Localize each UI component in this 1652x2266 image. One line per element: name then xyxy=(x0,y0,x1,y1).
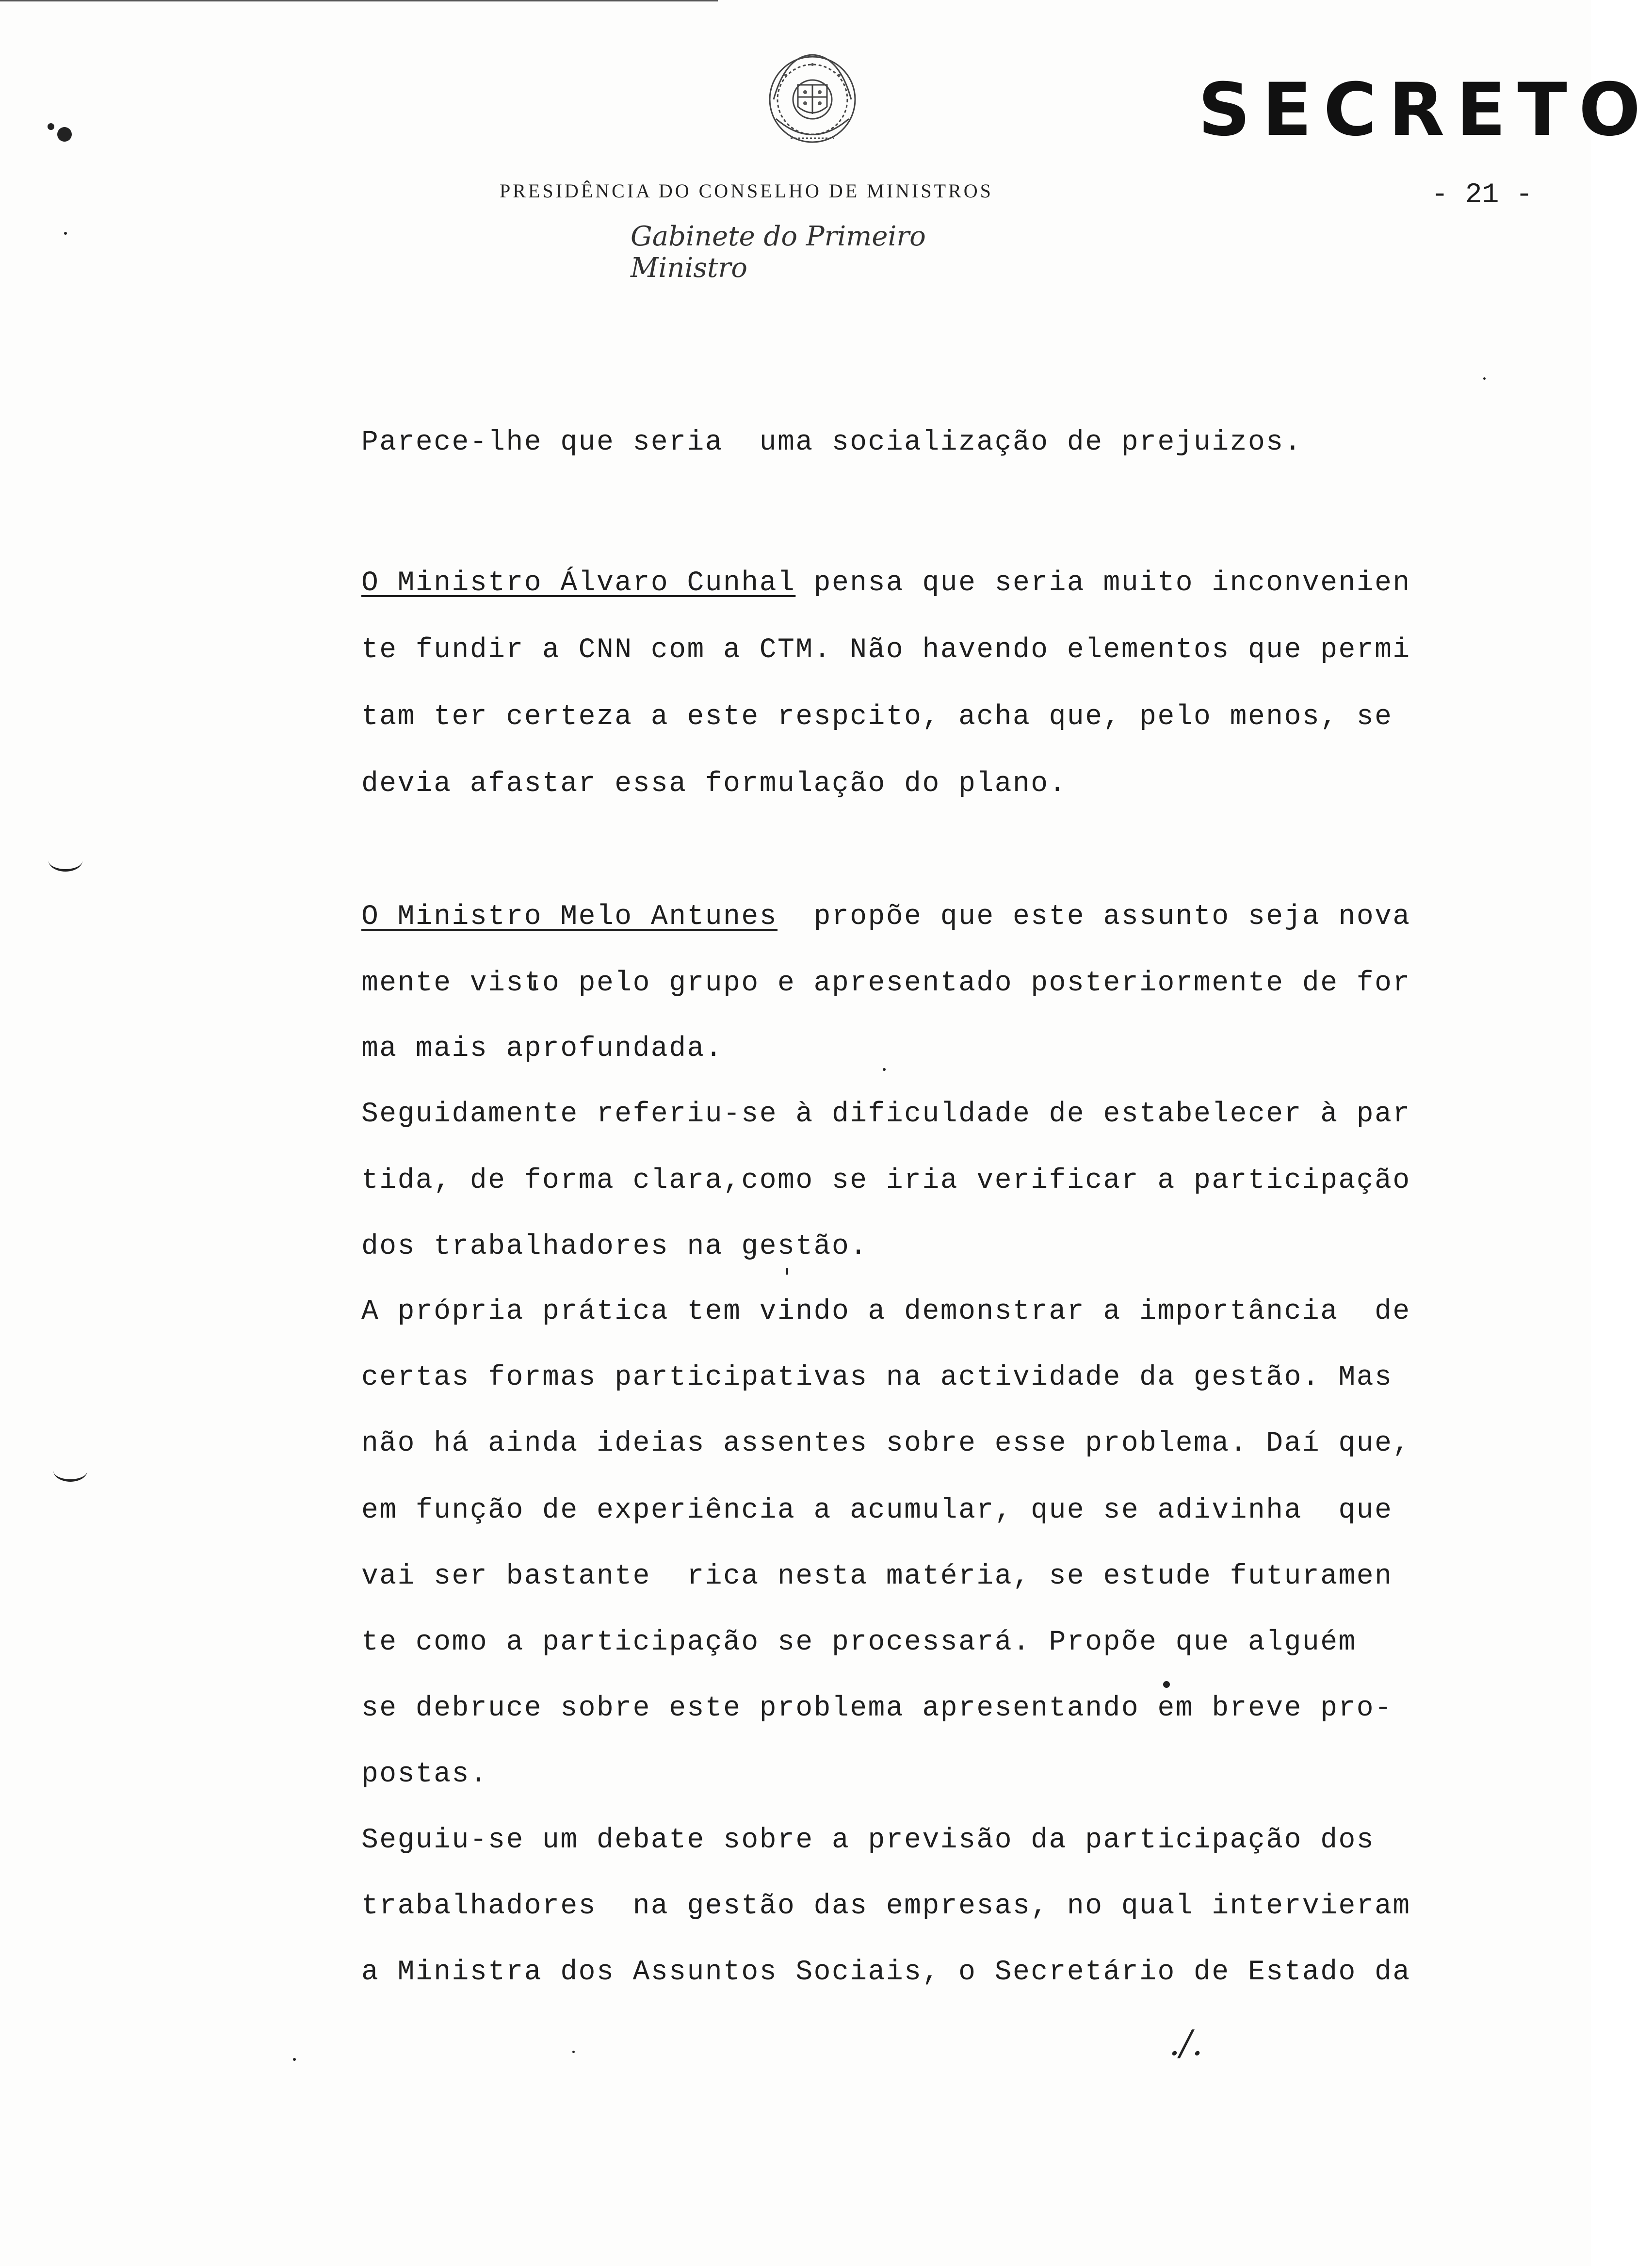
body-line xyxy=(361,427,1302,458)
speaker-name: O Ministro Melo Antunes xyxy=(361,901,778,933)
body-line xyxy=(361,1033,723,1065)
line-text: A própria prática tem vindo a demonstrar a importância de xyxy=(361,1296,1411,1327)
scan-mark xyxy=(57,127,72,142)
line-text: ma mais aprofundada. xyxy=(361,1033,724,1065)
body-line xyxy=(361,1231,868,1262)
body-line xyxy=(361,634,1411,666)
margin-mark xyxy=(53,1460,87,1482)
body-line xyxy=(361,1957,1411,1988)
body-line xyxy=(361,701,1393,733)
line-text: propõe que este assunto seja nova xyxy=(777,901,1411,933)
line-text: dos trabalhadores na gestão. xyxy=(361,1231,868,1262)
line-text: se debruce sobre este problema apresentando em breve pro- xyxy=(361,1693,1393,1724)
scan-mark xyxy=(293,2058,296,2061)
coat-of-arms-seal xyxy=(757,46,868,158)
organization-name: PRESIDÊNCIA DO CONSELHO DE MINISTROS xyxy=(500,180,993,202)
body-line xyxy=(361,1693,1393,1724)
line-text: te fundir a CNN com a CTM. Não havendo elementos que permi xyxy=(361,634,1411,666)
line-text: te como a participação se processará. Propõe que alguém xyxy=(361,1627,1357,1658)
body-line xyxy=(361,1627,1357,1658)
line-text: vai ser bastante rica nesta matéria, se estude futuramen xyxy=(361,1561,1393,1592)
body-line xyxy=(361,968,1411,999)
body-line xyxy=(361,1099,1411,1130)
scan-mark xyxy=(1163,1681,1170,1688)
scan-mark xyxy=(883,1068,886,1071)
body-line xyxy=(361,567,1411,599)
body-line xyxy=(361,1891,1411,1922)
body-line xyxy=(361,768,1067,800)
body-line xyxy=(361,1362,1393,1393)
line-text: trabalhadores na gestão das empresas, no qual intervieram xyxy=(361,1891,1411,1922)
body-line xyxy=(361,1759,488,1790)
line-text: certas formas participativas na actividade da gestão. Mas xyxy=(361,1362,1393,1393)
body-line xyxy=(361,1296,1411,1327)
body-line xyxy=(361,1825,1375,1856)
cabinet-signature: Gabinete do Primeiro Ministro xyxy=(631,221,926,284)
line-text: não há ainda ideias assentes sobre esse problema. Daí que, xyxy=(361,1428,1411,1459)
line-text: Seguidamente referiu-se à dificuldade de estabelecer à par xyxy=(361,1099,1411,1130)
body-line xyxy=(361,1561,1393,1592)
speaker-name: O Ministro Álvaro Cunhal xyxy=(361,567,796,599)
continuation-mark: ./. xyxy=(1169,2023,1203,2063)
top-border-line xyxy=(0,0,718,1)
line-text: Parece-lhe que seria uma socialização de prejuizos. xyxy=(361,427,1302,458)
body-line xyxy=(361,1165,1411,1197)
body-line xyxy=(361,901,1411,933)
line-text: devia afastar essa formulação do plano. xyxy=(361,768,1067,800)
scan-mark xyxy=(64,232,67,235)
scan-mark xyxy=(48,123,54,130)
body-line xyxy=(361,1495,1393,1526)
line-text: tam ter certeza a este respcito, acha que, pelo menos, se xyxy=(361,701,1393,733)
line-text: pensa que seria muito inconvenien xyxy=(795,567,1411,599)
scan-mark xyxy=(786,1268,788,1275)
scan-mark xyxy=(572,2051,575,2053)
line-text: a Ministra dos Assuntos Sociais, o Secretário de Estado da xyxy=(361,1957,1411,1988)
line-text: postas. xyxy=(361,1759,488,1790)
body-line xyxy=(361,1428,1411,1459)
page-number: - 21 - xyxy=(1431,179,1533,211)
line-text: tida, de forma clara,como se iria verificar a participação xyxy=(361,1165,1411,1197)
line-text: mente visto pelo grupo e apresentado posteriormente de for xyxy=(361,968,1411,999)
classification-stamp: SECRETO xyxy=(1198,68,1652,152)
margin-mark xyxy=(49,850,82,872)
line-text: Seguiu-se um debate sobre a previsão da participação dos xyxy=(361,1825,1375,1856)
scan-mark xyxy=(1483,377,1486,380)
line-text: em função de experiência a acumular, que se adivinha que xyxy=(361,1495,1393,1526)
